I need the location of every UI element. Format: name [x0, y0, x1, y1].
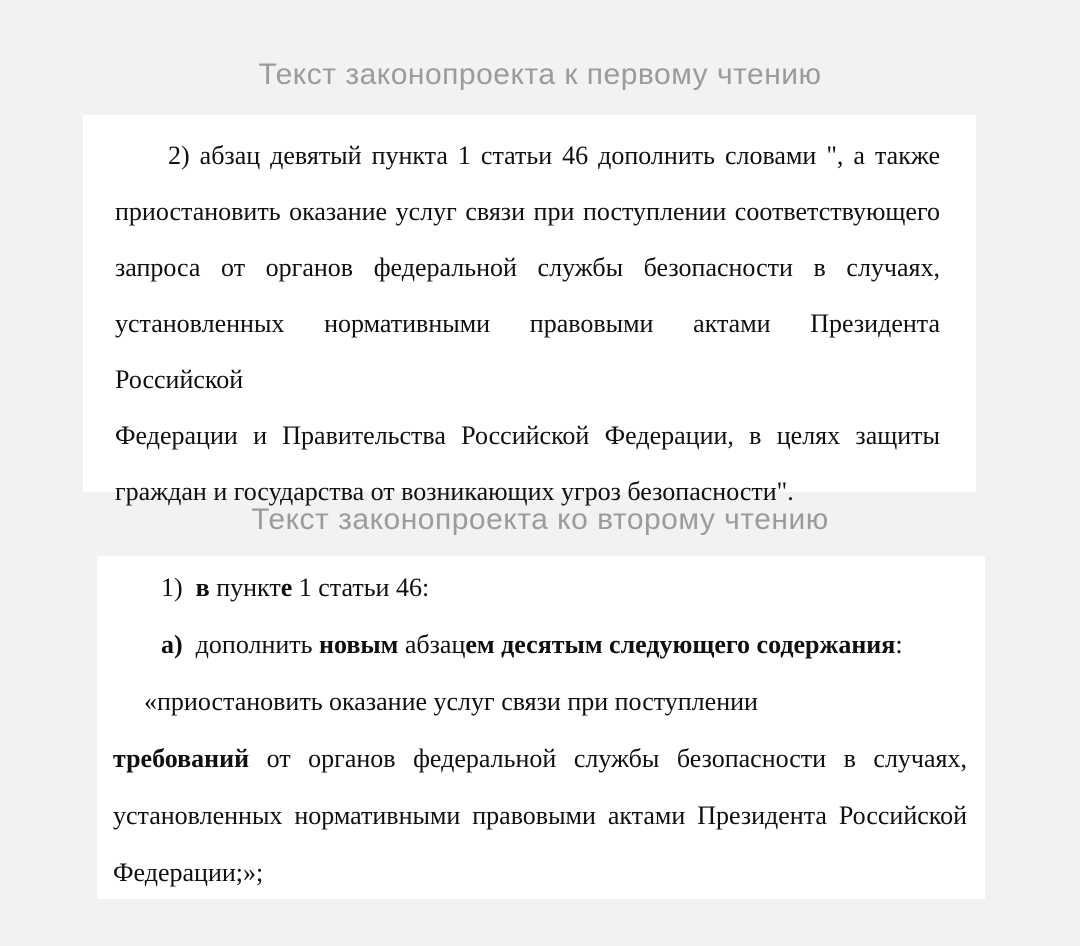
- text-segment: от органов федеральной службы безопасности в случаях,: [249, 744, 967, 773]
- bold-text-segment: а): [161, 630, 183, 659]
- text-line: [113, 787, 967, 844]
- text-segment: абзац: [398, 630, 466, 659]
- text-segment: установленных нормативными правовыми актами Президента Российской: [115, 309, 940, 394]
- text-segment: «приостановить оказание услуг связи при поступлении: [144, 687, 758, 716]
- first-reading-text-card: [83, 115, 976, 506]
- bold-text-segment: е: [280, 573, 293, 602]
- text-segment: установленных нормативными правовыми актами Президента Российской: [113, 801, 967, 830]
- text-segment: пункт: [209, 573, 281, 602]
- text-segment: 2) абзац девятый пункта 1 статьи 46 дополнить словами ", а также: [168, 141, 940, 170]
- bold-text-segment: ем: [465, 630, 495, 659]
- text-segment: граждан и государства от возникающих угроз безопасности".: [115, 477, 794, 506]
- text-line: [115, 128, 940, 184]
- text-line: [115, 408, 940, 464]
- text-segment: дополнить: [182, 630, 319, 659]
- text-line: [113, 730, 967, 787]
- text-line: [115, 296, 940, 408]
- text-line: [115, 240, 940, 296]
- first-reading-title: Текст законопроекта к первому чтению: [258, 58, 822, 91]
- text-line: [113, 673, 967, 730]
- second-reading-title: Текст законопроекта ко второму чтению: [251, 503, 829, 536]
- bold-text-segment: в: [195, 573, 210, 602]
- bold-text-segment: новым: [319, 630, 399, 659]
- text-segment: 1): [161, 573, 196, 602]
- text-segment: Федерации;»;: [113, 858, 264, 887]
- text-segment: Федерации и Правительства Российской Федерации, в целях защиты: [115, 421, 940, 450]
- text-segment: 1 статьи 46:: [292, 573, 430, 602]
- text-line: [113, 844, 967, 899]
- text-line: [113, 559, 967, 616]
- text-segment: :: [895, 630, 903, 659]
- text-line: [115, 184, 940, 240]
- text-line: [113, 616, 967, 673]
- bold-text-segment: десятым следующего содержания: [501, 630, 896, 659]
- bold-text-segment: требований: [113, 744, 250, 773]
- text-segment: приостановить оказание услуг связи при поступлении соответствующего: [115, 197, 940, 226]
- second-reading-text-card: [97, 556, 985, 899]
- text-segment: запроса от органов федеральной службы безопасности в случаях,: [115, 253, 940, 282]
